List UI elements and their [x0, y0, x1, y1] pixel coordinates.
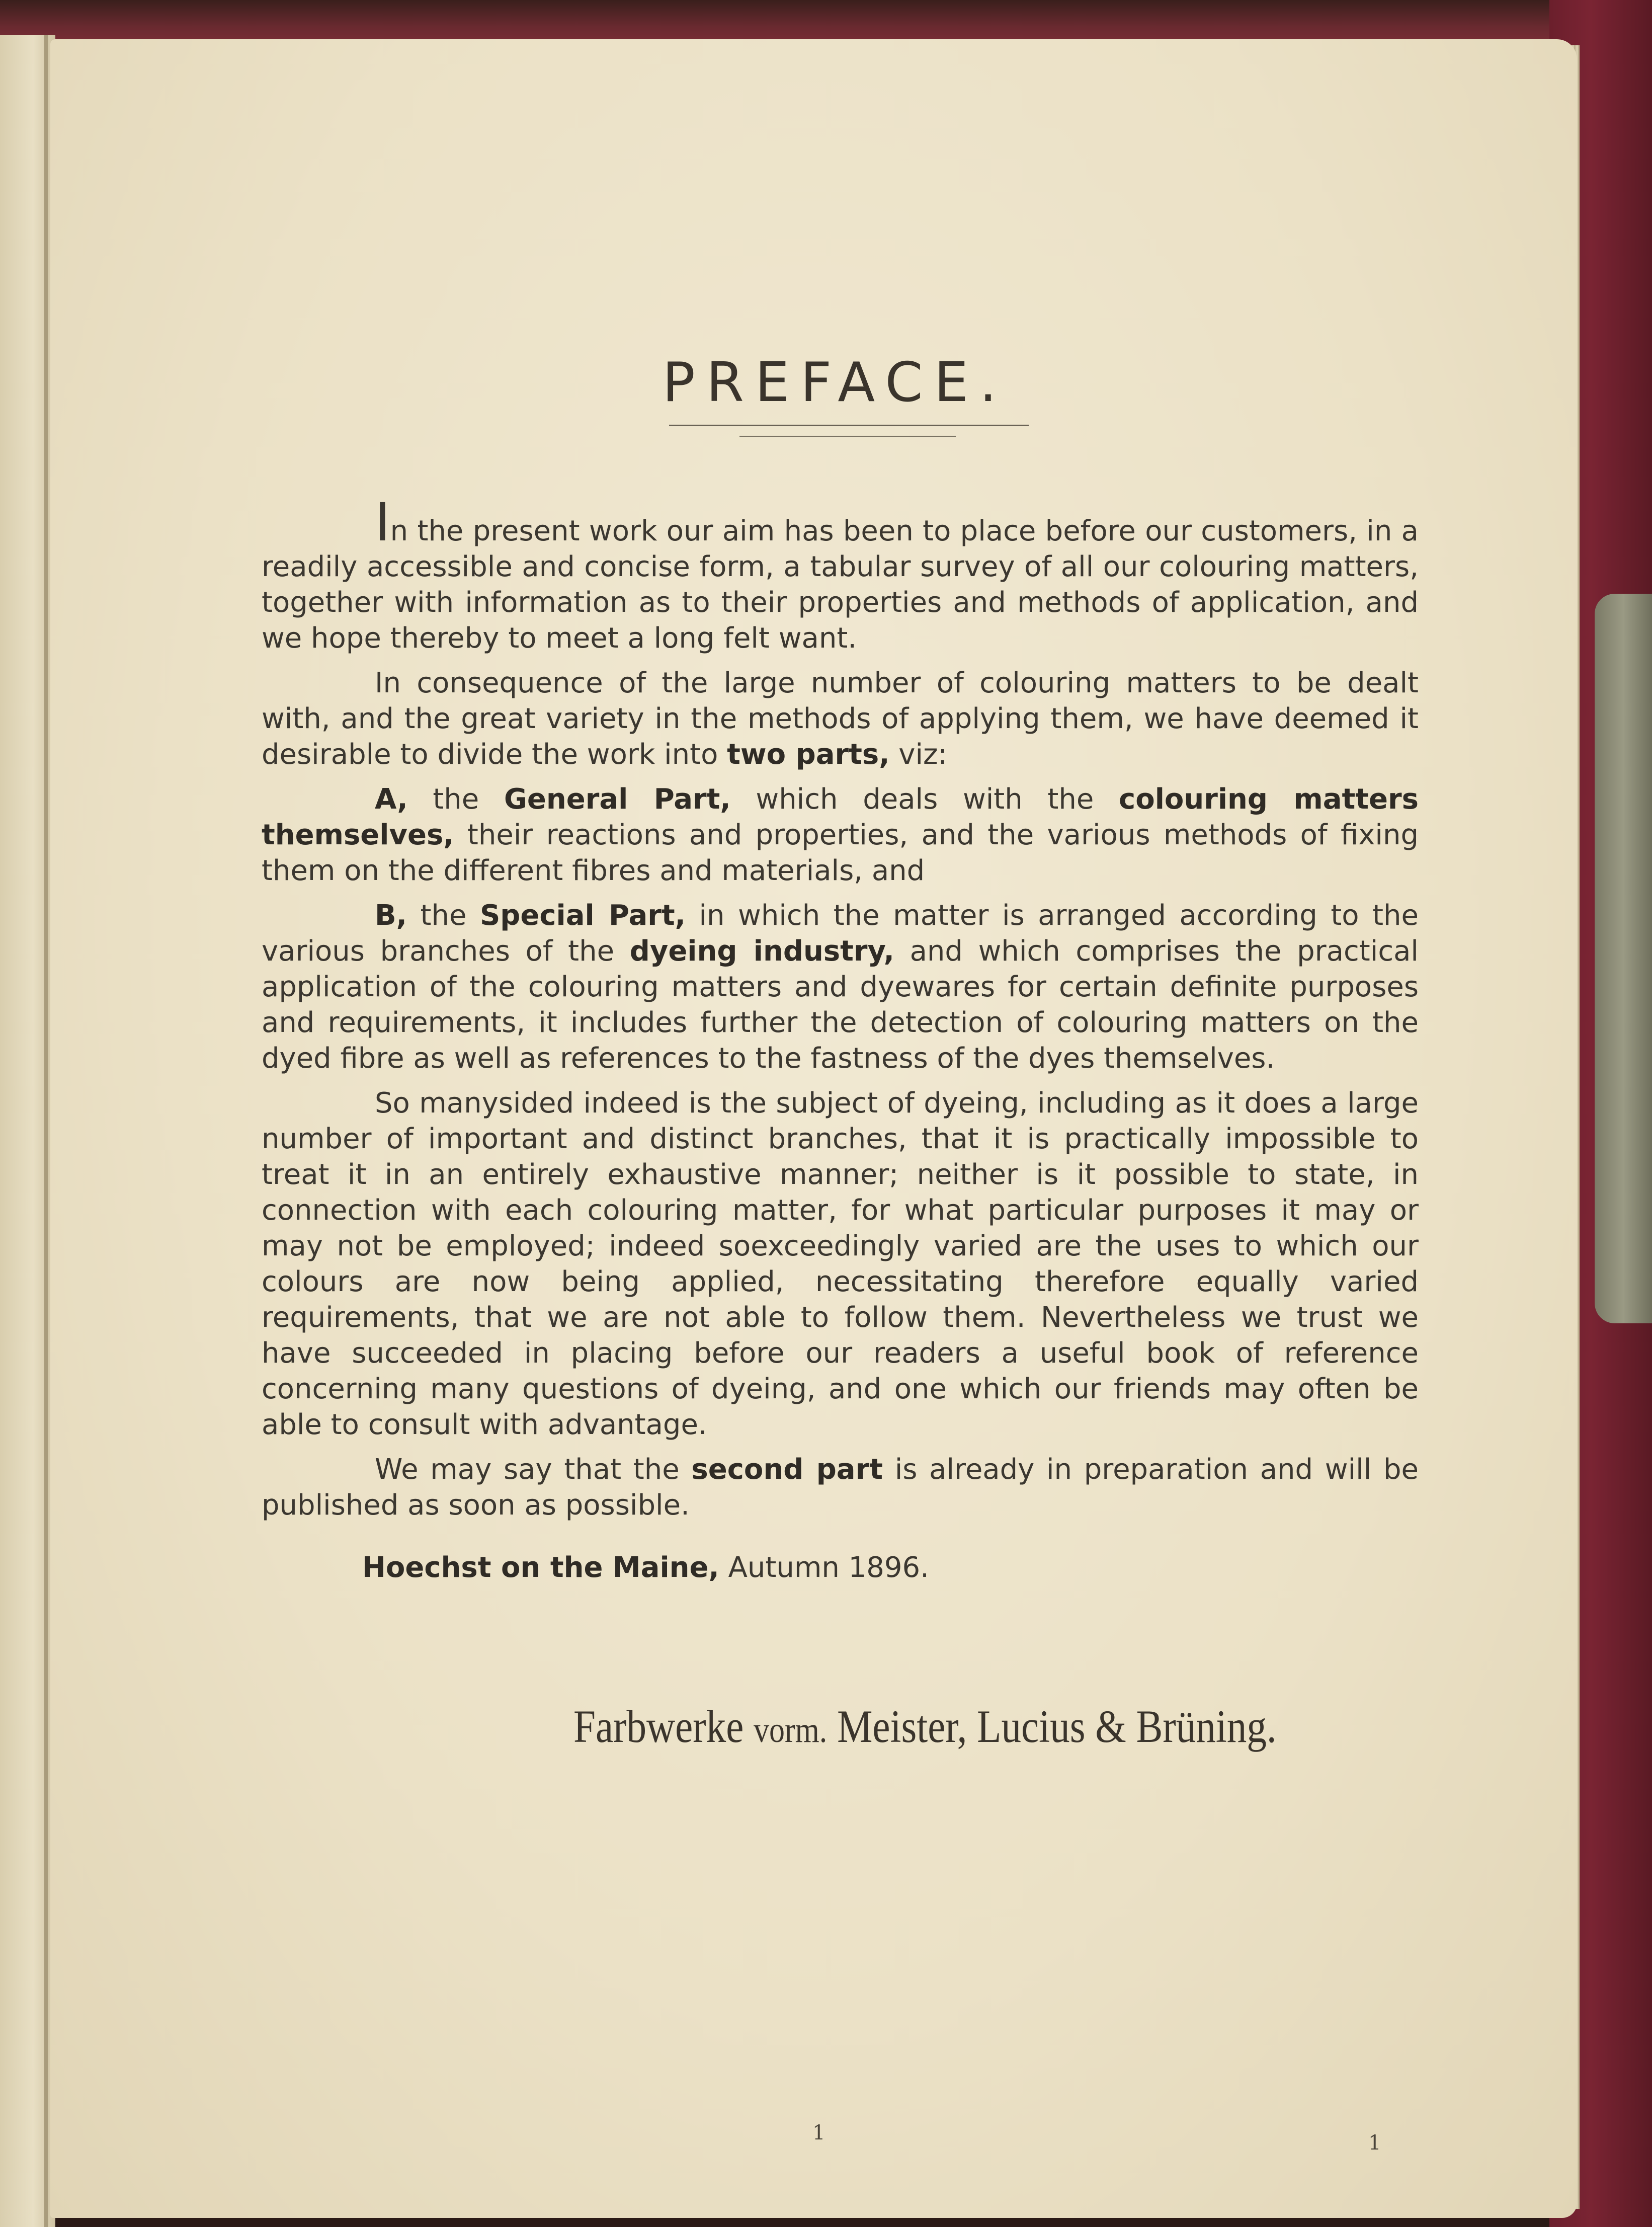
signoff-place: Hoechst on the Maine,	[362, 1551, 719, 1584]
paragraph-6: We may say that the second part is already in preparation and will be published as soon as possible.	[262, 1453, 1419, 1522]
paragraph-1: In the present work our aim has been to place before our customers, in a readily accessible and concise form, a tabular survey of all our colouring matters, together with information as to their properties and methods of application, and we hope thereby to meet a long felt want.	[262, 492, 1419, 655]
title-rule-long	[669, 425, 1029, 426]
worn-cloth-patch	[1595, 594, 1652, 1323]
paragraph-4: B, the Special Part, in which the matter is arranged according to the various branches of the dyeing industry, and which comprises the practical application of the colouring matters and dyewares for certain definite purposes and requirements, it includes further the detection of colouring matters on the dyed fibre as well as references to the fastness of the dyes themselves.	[262, 899, 1419, 1075]
page-number-right: 1	[1368, 2131, 1381, 2155]
drop-cap: I	[375, 492, 390, 553]
preface-page	[50, 39, 1577, 2218]
signoff-date: Autumn 1896.	[719, 1551, 929, 1584]
preface-body	[262, 492, 1419, 1532]
paragraph-3: A, the General Part, which deals with the colouring matters themselves, their reactions and properties, and the various methods of fixing them on the different fibres and materials, and	[262, 783, 1419, 887]
signoff-line	[362, 1551, 929, 1584]
page-title: PREFACE.	[662, 351, 1008, 414]
book-cover-top	[0, 0, 1652, 45]
page-number-center: 1	[812, 2121, 825, 2144]
book-gutter	[44, 35, 48, 2227]
title-rule-short	[739, 436, 956, 437]
paragraph-2: In consequence of the large number of colouring matters to be dealt with, and the great variety in the methods of applying them, we have deemed it desirable to divide the work into two parts, viz:	[262, 667, 1419, 771]
paragraph-5: So manysided indeed is the subject of dyeing, including as it does a large number of important and distinct branches, that it is practically impossible to treat it in an entirely exhaustive manner; neither is it possible to state, in connection with each colouring matter, for what particular purposes it may or may not be employed; indeed soexceedingly varied are the uses to which our colours are now being applied, necessitating therefore equally varied requirements, that we are not able to follow them. Nevertheless we trust we have succeeded in placing before our readers a useful book of reference concerning many questions of dyeing, and one which our friends may often be able to consult with advantage.	[262, 1087, 1419, 1441]
firm-signature: Farbwerke vorm. Meister, Lucius & Brüning.	[573, 1701, 1277, 1752]
